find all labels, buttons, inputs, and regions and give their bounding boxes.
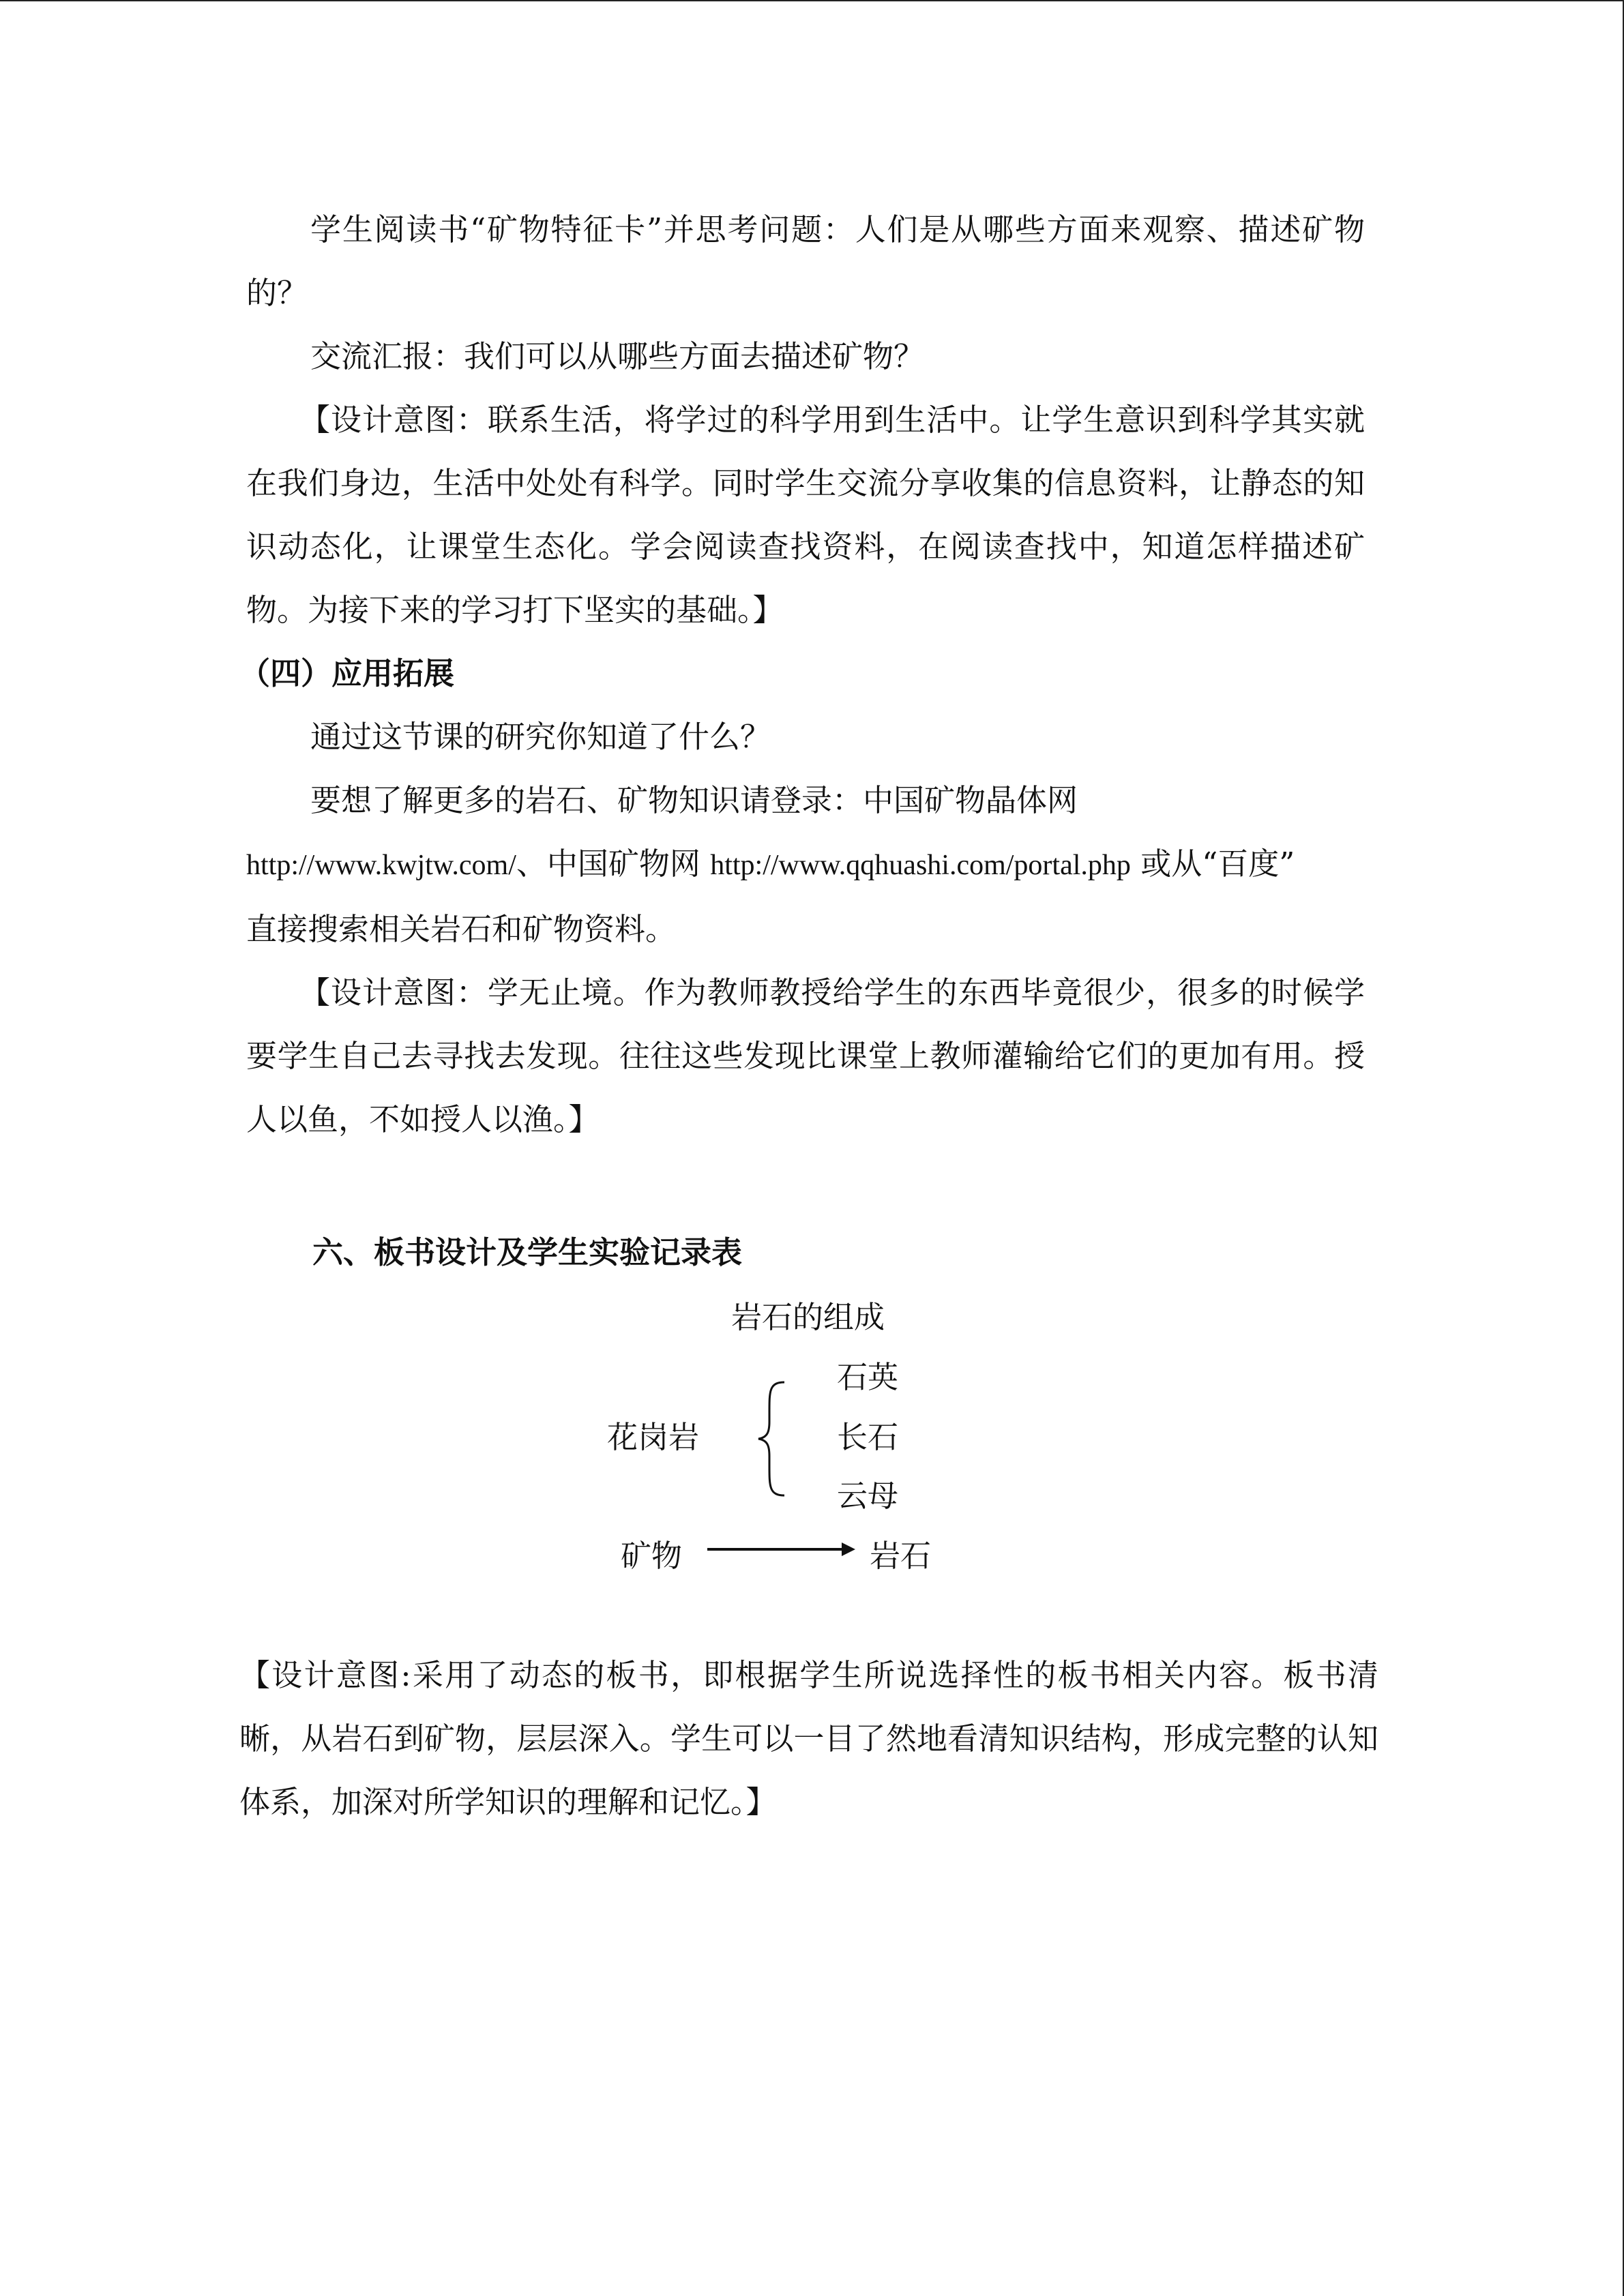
paragraph-design-intent-2: 【设计意图：学无止境。作为教师教授给学生的东西毕竟很少，很多的时候学要学生自己去寻找去发现。往往这些发现比课堂上教师灌输给它们的更加有用。授人以鱼，不如授人以渔。】 xyxy=(246,974,1365,1137)
label-rock: 岩石 xyxy=(870,1538,932,1574)
arrowhead-icon xyxy=(842,1542,855,1556)
link-qqhuashi[interactable]: http://www.qqhuashi.com/portal.php xyxy=(710,850,1131,881)
mineral-feldspar: 长石 xyxy=(837,1419,899,1455)
mineral-quartz: 石英 xyxy=(837,1359,899,1395)
paragraph-design-intent-3: 【设计意图:采用了动态的板书，即根据学生所说选择性的板书相关内容。板书清晰，从岩石到矿物，层层深入。学生可以一目了然地看清知识结构，形成完整的认知体系，加深对所学知识的理解和记忆。】 xyxy=(239,1657,1378,1820)
paragraph-read-card: 学生阅读书“矿物特征卡”并思考问题：人们是从哪些方面来观察、描述矿物的？ xyxy=(246,211,1365,311)
paragraph-report: 交流汇报：我们可以从哪些方面去描述矿物？ xyxy=(310,338,925,374)
url-separator: 、中国矿物网 xyxy=(516,846,711,882)
label-mineral: 矿物 xyxy=(621,1538,683,1574)
mineral-mica: 云母 xyxy=(837,1478,899,1514)
paragraph-learn-more: 要想了解更多的岩石、矿物知识请登录：中国矿物晶体网 xyxy=(310,782,1078,818)
board-title: 岩石的组成 xyxy=(731,1299,885,1335)
final-paragraph-block xyxy=(239,1643,1378,1834)
section-six-heading: 六、板书设计及学生实验记录表 xyxy=(312,1234,743,1270)
paragraph-design-intent-1: 【设计意图：联系生活，将学过的科学用到生活中。让学生意识到科学其实就在我们身边，生活中处处有科学。同时学生交流分享收集的信息资料，让静态的知识动态化，让课堂生态化。学会阅读查找资料，在阅读查找中，知道怎样描述矿物。为接下来的学习打下坚实的基础。】 xyxy=(246,402,1365,628)
link-kwjtw[interactable]: http://www.kwjtw.com/ xyxy=(246,850,516,881)
paragraph-search: 直接搜索相关岩石和矿物资料。 xyxy=(246,911,677,947)
rock-granite: 花岗岩 xyxy=(607,1419,700,1455)
paragraph-question: 通过这节课的研究你知道了什么？ xyxy=(310,719,771,755)
heading-application-extension: （四）应用拓展 xyxy=(239,655,455,691)
curly-brace-icon xyxy=(758,1382,784,1495)
url-tail: 或从“百度” xyxy=(1130,846,1295,882)
